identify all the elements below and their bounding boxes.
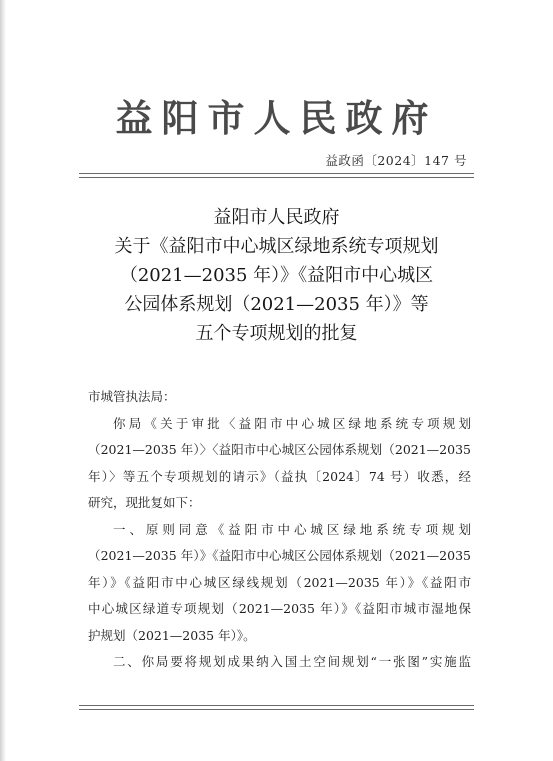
body-line: 研究，现批复如下：: [88, 495, 201, 510]
body-line: 你局《关于审批〈益阳市中心城区绿地系统专项规划: [113, 415, 471, 431]
document-body: [88, 384, 471, 676]
title-line: 益阳市人民政府: [213, 207, 340, 228]
footer-rule-thin: [79, 709, 474, 710]
body-line: 中心城区绿道专项规划（2021—2035 年）》《益阳市城市湿地保: [88, 601, 471, 616]
body-line: （2021—2035 年）》《益阳市中心城区公园体系规划（2021—2035: [88, 548, 471, 563]
body-line: 一、原则同意《益阳市中心城区绿地系统专项规划: [113, 521, 471, 537]
footer-rule-thick: [79, 705, 474, 706]
title-line: 公园体系规划（2021—2035 年）》等: [124, 294, 429, 315]
title-line: 五个专项规划的批复: [195, 323, 358, 344]
body-line: 年）》《益阳市中心城区绿线规划（2021—2035 年）》《益阳市: [88, 574, 471, 590]
body-line: 年）〉等五个专项规划的请示》（益执〔2024〕74 号）收悉，经: [88, 468, 471, 484]
body-line: 二、你局要将规划成果纳入国土空间规划“一张图”实施监: [113, 654, 471, 669]
title-line: （2021—2035 年）》《益阳市中心城区: [119, 265, 434, 286]
document-title: [60, 203, 493, 348]
title-line: 关于《益阳市中心城区绿地系统专项规划: [114, 236, 439, 257]
salutation: 市城管执法局：: [88, 389, 176, 404]
header-rule-thick: [79, 173, 474, 174]
header-rule-thin: [79, 177, 474, 178]
body-line: 护规划（2021—2035 年）》。: [88, 627, 256, 643]
body-line: （2021—2035 年）〉〈益阳市中心城区公园体系规划（2021—2035: [88, 442, 471, 457]
masthead-title: 益阳市人民政府: [115, 96, 438, 140]
document-number: 益政函〔2024〕147 号: [325, 153, 467, 168]
